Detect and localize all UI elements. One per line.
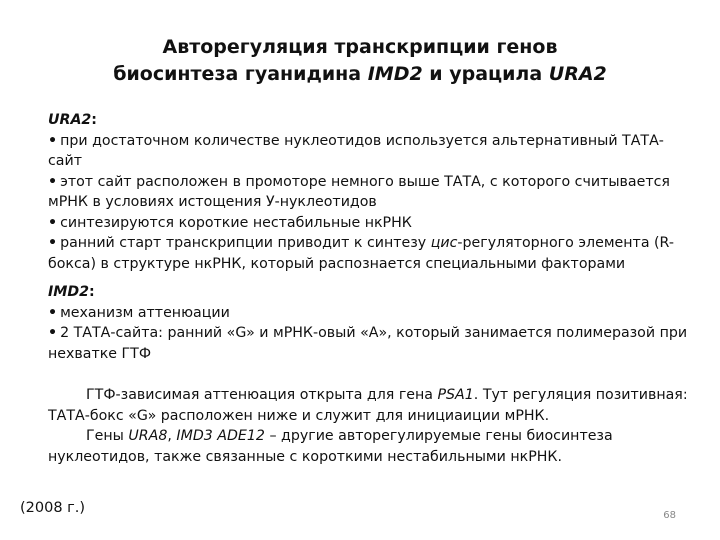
title-gene-imd2: IMD2 xyxy=(367,63,423,85)
slide-title xyxy=(90,34,630,88)
ura2-bullet-1 xyxy=(48,131,688,172)
title-line-1: Авторегуляция транскрипции генов xyxy=(162,36,558,58)
imd2-heading-text: IMD2 xyxy=(48,284,90,300)
bullet-marker: • xyxy=(48,304,58,321)
paragraph-2-suffix: – другие авторегулируемые гены биосинтеза нуклеотидов, также связанные с короткими нестабильными нкРНК. xyxy=(48,428,613,465)
paragraph-2-genes-1: URA8 xyxy=(128,428,168,444)
bullet-marker: • xyxy=(48,132,58,149)
ura2-bullet-4 xyxy=(48,233,688,274)
ura2-bullet-2 xyxy=(48,172,688,213)
title-line-2-mid: и урацила xyxy=(422,63,549,85)
title-line-2 xyxy=(90,61,630,88)
title-line-2-prefix: биосинтеза гуанидина xyxy=(113,63,368,85)
imd2-bullet-1-text: механизм аттенюации xyxy=(60,304,230,321)
slide-body xyxy=(48,110,688,467)
publication-year: (2008 г.) xyxy=(20,500,86,516)
imd2-bullet-1 xyxy=(48,303,688,324)
imd2-bullet-2 xyxy=(48,323,688,364)
paragraph-1-gene: PSA1 xyxy=(437,387,474,403)
paragraph-1-suffix: . Тут регуляция позитивная: ТАТА-бокс «G» расположен ниже и служит для инициаиции мРНК. xyxy=(48,387,688,424)
paragraph-1-prefix: ГТФ-зависимая аттенюация открыта для гена xyxy=(86,387,438,403)
ura2-bullet-3 xyxy=(48,213,688,234)
ura2-bullet-4-italic: цис xyxy=(430,235,458,251)
bullet-marker: • xyxy=(48,214,58,231)
paragraph-gap xyxy=(48,364,688,385)
ura2-bullet-4-suffix: -регуляторного элемента (R-бокса) в структуре нкРНК, который распознается специальными факторами xyxy=(48,235,674,272)
bullet-marker: • xyxy=(48,325,58,341)
ura2-bullet-3-text: синтезируются короткие нестабильные нкРНК xyxy=(60,214,412,231)
title-gene-ura2: URA2 xyxy=(548,63,607,85)
paragraph-psa1 xyxy=(48,385,688,426)
paragraph-2-sep: , xyxy=(167,428,177,444)
paragraph-2-genes-2: IMD3 ADE12 xyxy=(176,428,265,444)
ura2-bullet-2-text: этот сайт расположен в промоторе немного выше ТАТА, с которого считывается мРНК в условиях истощения У-нуклеотидов xyxy=(48,173,670,210)
ura2-bullet-4-prefix: ранний старт транскрипции приводит к синтезу xyxy=(60,235,431,251)
page-number: 68 xyxy=(663,510,676,521)
paragraph-2-prefix: Гены xyxy=(86,428,129,444)
paragraph-other-genes xyxy=(48,426,688,467)
ura2-heading-text: URA2 xyxy=(48,112,92,128)
section-gap xyxy=(48,274,688,282)
bullet-marker: • xyxy=(48,173,58,190)
imd2-heading xyxy=(48,282,688,303)
bullet-marker: • xyxy=(48,235,58,251)
ura2-heading xyxy=(48,110,688,131)
imd2-bullet-2-text: 2 ТАТА-сайта: ранний «G» и мРНК-овый «А», который занимается полимеразой при нехватке ГТФ xyxy=(48,325,688,362)
ura2-heading-colon: : xyxy=(91,112,97,128)
imd2-heading-colon: : xyxy=(89,284,95,300)
ura2-bullet-1-text: при достаточном количестве нуклеотидов используется альтернативный ТАТА-сайт xyxy=(48,132,664,169)
